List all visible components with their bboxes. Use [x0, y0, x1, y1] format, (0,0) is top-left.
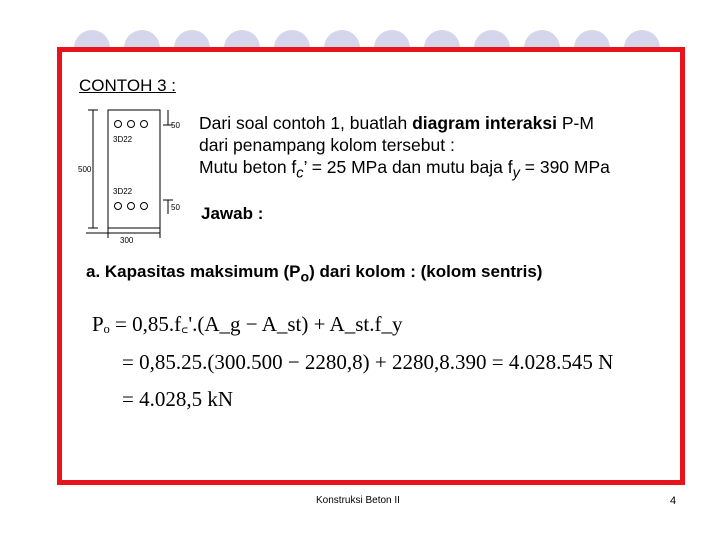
equation-block [90, 300, 670, 420]
problem-line-2: dari penampang kolom tersebut : [199, 135, 455, 155]
cover-top-label: 50 [171, 121, 180, 130]
bottom-bars-label: 3D22 [113, 187, 133, 196]
page-number: 4 [670, 495, 677, 507]
top-bars-label: 3D22 [113, 135, 133, 144]
height-label: 500 [78, 165, 92, 174]
column-section-diagram [78, 100, 198, 245]
answer-label: Jawab : [201, 204, 264, 223]
problem-line-3: Mutu beton $f_c$’ = 25 MPa dan mutu baja $f_y = 390$ MPa [199, 157, 610, 182]
equation-2: = 0,85.25.(300.500 − 2280,8) + 2280,8.390 = 4.028.545 N [122, 350, 614, 374]
width-label: 300 [120, 236, 134, 245]
footer-text: Konstruksi Beton II [316, 495, 400, 506]
problem-statement [199, 112, 679, 185]
problem-line-1: Dari soal contoh 1, buatlah diagram interaksi P-M [199, 113, 594, 133]
equation-3: = 4.028,5 kN [122, 387, 234, 411]
cover-bottom-label: 50 [171, 203, 180, 212]
equation-1: Pₒ = 0,85.f꜀'.(A_g − A_st) + A_st.f_y [92, 312, 403, 336]
section-heading: a. Kapasitas maksimum $(P_o)$ dari kolom : (kolom sentris) [86, 262, 543, 286]
slide-title: CONTOH 3 : [79, 76, 176, 95]
